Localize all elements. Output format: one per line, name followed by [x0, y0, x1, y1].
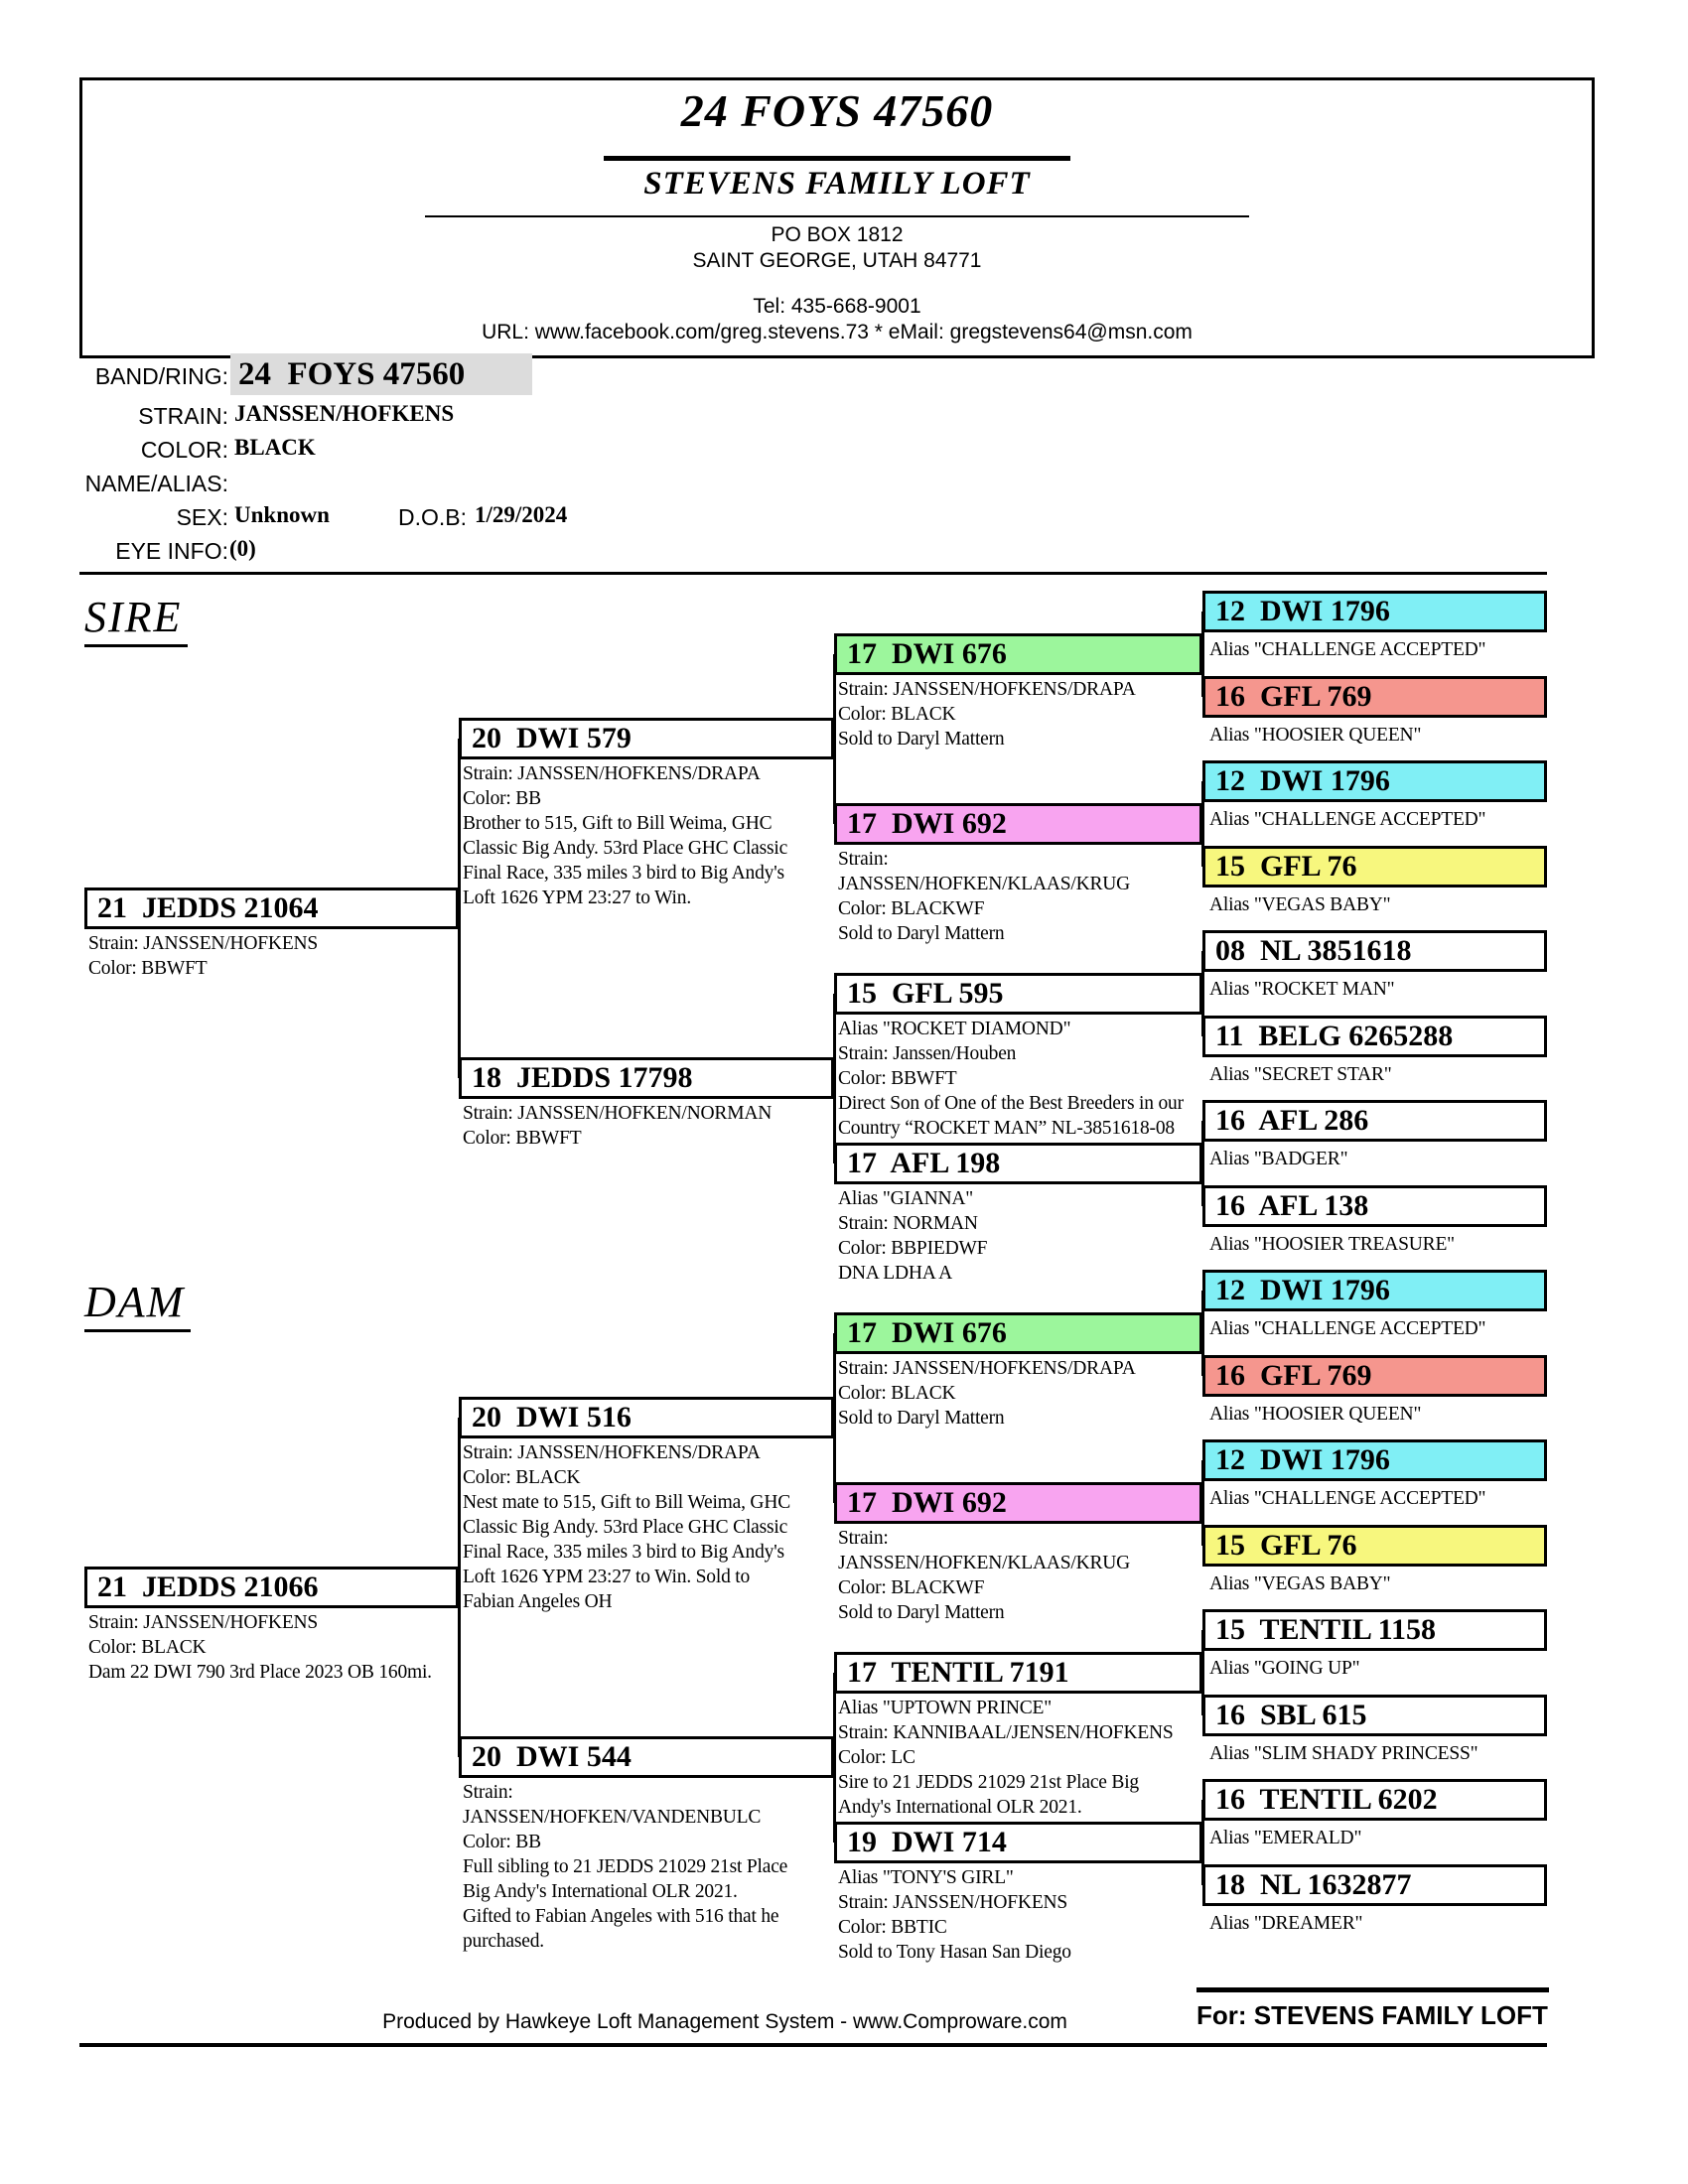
pedigree-node-line: Sold to Tony Hasan San Diego	[838, 1941, 1071, 1963]
pedigree-node-line: Color: BLACKWF	[838, 1576, 985, 1598]
pedigree-node-line: Fabian Angeles OH	[463, 1591, 613, 1613]
pedigree-node-line: JANSSEN/HOFKEN/KLAAS/KRUG	[838, 1552, 1131, 1573]
pedigree-node-line: Gifted to Fabian Angeles with 516 that he	[463, 1906, 779, 1928]
pedigree-node-details	[88, 1610, 432, 1685]
pedigree-node-title: 19 DWI 714	[834, 1822, 1202, 1863]
pedigree-node-line: Strain: JANSSEN/HOFKENS/DRAPA	[463, 763, 761, 785]
title-underline	[604, 156, 1070, 161]
pedigree-node-title: 20 DWI 544	[459, 1736, 834, 1778]
eye-info-label: EYE INFO:	[115, 538, 228, 564]
pedigree-node-line: Color: BBPIEDWF	[838, 1237, 988, 1259]
pedigree-node-line: Classic Big Andy. 53rd Place GHC Classic	[463, 1517, 788, 1539]
pedigree-node-line: Alias "HOOSIER QUEEN"	[1209, 1403, 1422, 1425]
pedigree-node-line: Color: BLACK	[838, 1382, 956, 1404]
pedigree-node-details	[838, 1865, 1071, 1965]
pedigree-node-details	[1209, 1656, 1359, 1681]
telephone: Tel: 435-668-9001	[753, 295, 921, 318]
pedigree-node-line: Sold to Daryl Mattern	[838, 728, 1005, 750]
pedigree-node-title: 20 DWI 516	[459, 1397, 834, 1438]
pedigree-node-line: Dam 22 DWI 790 3rd Place 2023 OB 160mi.	[88, 1662, 432, 1684]
color-value: BLACK	[234, 435, 316, 460]
pedigree-node-title: 15 GFL 76	[1202, 846, 1547, 887]
pedigree-node-line: Strain:	[838, 848, 889, 870]
address-line-2: SAINT GEORGE, UTAH 84771	[692, 249, 982, 272]
pedigree-node-title: 12 DWI 1796	[1202, 591, 1547, 632]
pedigree-node-line: Sire to 21 JEDDS 21029 21st Place Big	[838, 1771, 1139, 1793]
pedigree-node-line: Big Andy's International OLR 2021.	[463, 1881, 738, 1903]
pedigree-node-details	[838, 1186, 987, 1286]
pedigree-node-line: Alias "UPTOWN PRINCE"	[838, 1697, 1053, 1718]
pedigree-node-title: 12 DWI 1796	[1202, 1270, 1547, 1311]
pedigree-node-title: 15 TENTIL 1158	[1202, 1609, 1547, 1651]
pedigree-node-line: Alias "GOING UP"	[1209, 1658, 1360, 1679]
pedigree-node-details	[1209, 1402, 1421, 1427]
pedigree-node-details	[1209, 892, 1390, 917]
pedigree-node-line: Alias "BADGER"	[1209, 1149, 1348, 1169]
header-box	[79, 77, 1595, 358]
pedigree-node-details	[838, 1526, 1130, 1625]
pedigree-node-line: Loft 1626 YPM 23:27 to Win.	[463, 887, 691, 909]
pedigree-node-title: 16 TENTIL 6202	[1202, 1779, 1547, 1821]
pedigree-node-title: 15 GFL 595	[834, 973, 1202, 1015]
header-divider	[425, 215, 1249, 217]
pedigree-node-line: Color: LC	[838, 1746, 915, 1768]
pedigree-node-line: Classic Big Andy. 53rd Place GHC Classic	[463, 838, 788, 860]
pedigree-node-details	[463, 761, 787, 910]
pedigree-node-title: 18 JEDDS 17798	[459, 1057, 834, 1099]
pedigree-node-title: 15 GFL 76	[1202, 1525, 1547, 1567]
pedigree-node-details	[1209, 1486, 1485, 1511]
pedigree-node-line: Strain: JANSSEN/HOFKEN/NORMAN	[463, 1103, 773, 1125]
pedigree-node-line: JANSSEN/HOFKEN/VANDENBULC	[463, 1807, 762, 1829]
pedigree-node-line: Alias "CHALLENGE ACCEPTED"	[1209, 809, 1486, 830]
color-label: COLOR:	[140, 437, 228, 463]
pedigree-node-details	[463, 1440, 790, 1614]
pedigree-node-line: Strain: JANSSEN/HOFKENS/DRAPA	[838, 1357, 1136, 1379]
pedigree-node-title: 16 AFL 286	[1202, 1100, 1547, 1142]
eye-info-value: (0)	[229, 536, 256, 561]
pedigree-node-line: purchased.	[463, 1931, 544, 1953]
pedigree-node-line: Full sibling to 21 JEDDS 21029 21st Place	[463, 1856, 788, 1878]
pedigree-node-title: 16 GFL 769	[1202, 1355, 1547, 1397]
pedigree-node-details	[1209, 1147, 1347, 1171]
pedigree-node-details	[88, 931, 318, 981]
pedigree-node-details	[1209, 723, 1421, 748]
pedigree-node-line: Alias "DREAMER"	[1209, 1912, 1363, 1934]
pedigree-node-title: 08 NL 3851618	[1202, 930, 1547, 972]
pedigree-node-details	[838, 1356, 1136, 1431]
pedigree-node-line: Strain: JANSSEN/HOFKENS	[88, 933, 319, 955]
pedigree-node-line: Country “ROCKET MAN” NL-3851618-08	[838, 1117, 1175, 1139]
pedigree-node-line: Andy's International OLR 2021.	[838, 1796, 1082, 1818]
pedigree-node-details	[1209, 637, 1485, 662]
strain-value: JANSSEN/HOFKENS	[234, 401, 455, 426]
pedigree-node-line: Alias "VEGAS BABY"	[1209, 893, 1391, 915]
pedigree-node-line: Strain: NORMAN	[838, 1212, 978, 1234]
pedigree-node-line: Strain: KANNIBAAL/JENSEN/HOFKENS	[838, 1721, 1174, 1743]
pedigree-node-line: Final Race, 335 miles 3 bird to Big Andy's	[463, 1542, 784, 1564]
pedigree-node-line: Color: BBWFT	[463, 1128, 582, 1150]
pedigree-node-line: Alias "HOOSIER QUEEN"	[1209, 724, 1422, 746]
pedigree-node-line: Color: BB	[463, 1832, 541, 1853]
pedigree-node-line: JANSSEN/HOFKEN/KLAAS/KRUG	[838, 873, 1131, 894]
band-ring-label: BAND/RING:	[94, 363, 228, 389]
pedigree-node-details	[1209, 1316, 1485, 1341]
strain-label: STRAIN:	[138, 403, 228, 429]
pedigree-node-line: Direct Son of One of the Best Breeders in our	[838, 1092, 1184, 1114]
pedigree-node-line: Strain: JANSSEN/HOFKENS	[88, 1612, 319, 1634]
pedigree-node-line: DNA LDHA A	[838, 1262, 953, 1284]
pedigree-node-title: 17 AFL 198	[834, 1143, 1202, 1184]
pedigree-node-line: Strain: JANSSEN/HOFKENS	[838, 1891, 1068, 1913]
pedigree-node-title: 17 DWI 676	[834, 1312, 1202, 1354]
name-alias-label: NAME/ALIAS:	[84, 471, 228, 496]
pedigree-node-details	[1209, 1062, 1392, 1087]
pedigree-node-details	[1209, 977, 1394, 1002]
sex-label: SEX:	[176, 504, 228, 530]
pedigree-node-line: Strain: JANSSEN/HOFKENS/DRAPA	[838, 678, 1136, 700]
pedigree-node-details	[463, 1101, 772, 1151]
pedigree-node-details	[838, 847, 1130, 946]
pedigree-node-line: Alias "CHALLENGE ACCEPTED"	[1209, 1488, 1486, 1509]
pedigree-node-title: 16 AFL 138	[1202, 1185, 1547, 1227]
dam-heading: DAM	[84, 1277, 191, 1332]
dob-value: 1/29/2024	[475, 502, 568, 527]
url-email: URL: www.facebook.com/greg.stevens.73 * eMail: gregstevens64@msn.com	[482, 321, 1193, 343]
pedigree-node-line: Brother to 515, Gift to Bill Weima, GHC	[463, 813, 773, 835]
pedigree-node-line: Color: BLACKWF	[838, 897, 985, 919]
dob-label: D.O.B:	[397, 504, 467, 530]
pedigree-node-line: Alias "SLIM SHADY PRINCESS"	[1209, 1742, 1478, 1764]
page-title: 24 FOYS 47560	[680, 85, 994, 136]
pedigree-node-line: Color: BBTIC	[838, 1916, 947, 1938]
pedigree-node-line: Nest mate to 515, Gift to Bill Weima, GHC	[463, 1492, 791, 1514]
pedigree-node-line: Alias "HOOSIER TREASURE"	[1209, 1233, 1455, 1255]
pedigree-node-line: Alias "CHALLENGE ACCEPTED"	[1209, 639, 1486, 660]
pedigree-node-title: 20 DWI 579	[459, 718, 834, 759]
pedigree-node-details	[838, 1017, 1184, 1141]
pedigree-node-title: 12 DWI 1796	[1202, 760, 1547, 802]
pedigree-node-line: Sold to Daryl Mattern	[838, 922, 1005, 944]
pedigree-node-line: Color: BBWFT	[838, 1067, 957, 1089]
pedigree-node-line: Sold to Daryl Mattern	[838, 1601, 1005, 1623]
address-line-1: PO BOX 1812	[771, 223, 904, 246]
pedigree-node-details	[1209, 807, 1485, 832]
pedigree-node-line: Final Race, 335 miles 3 bird to Big Andy's	[463, 863, 784, 885]
pedigree-node-line: Color: BBWFT	[88, 958, 208, 980]
sex-value: Unknown	[234, 502, 330, 527]
pedigree-node-title: 16 SBL 615	[1202, 1695, 1547, 1736]
pedigree-node-line: Sold to Daryl Mattern	[838, 1407, 1005, 1429]
pedigree-node-title: 17 DWI 692	[834, 1482, 1202, 1524]
pedigree-node-line: Color: BLACK	[88, 1637, 207, 1659]
pedigree-node-title: 17 DWI 676	[834, 633, 1202, 675]
pedigree-node-line: Strain: JANSSEN/HOFKENS/DRAPA	[463, 1442, 761, 1464]
loft-name: STEVENS FAMILY LOFT	[643, 166, 1031, 202]
pedigree-node-title: 18 NL 1632877	[1202, 1864, 1547, 1906]
pedigree-node-details	[1209, 1826, 1361, 1850]
pedigree-node-line: Alias "VEGAS BABY"	[1209, 1572, 1391, 1594]
sire-heading: SIRE	[84, 592, 188, 647]
pedigree-node-title: 12 DWI 1796	[1202, 1439, 1547, 1481]
pedigree-node-details	[1209, 1911, 1362, 1936]
pedigree-node-details	[1209, 1741, 1477, 1766]
pedigree-node-line: Color: BLACK	[463, 1467, 581, 1489]
for-loft-label: For: STEVENS FAMILY LOFT	[1196, 1987, 1549, 2031]
pedigree-node-line: Alias "TONY'S GIRL"	[838, 1866, 1014, 1888]
band-ring-value: 24 FOYS 47560	[230, 353, 532, 395]
pedigree-node-line: Alias "GIANNA"	[838, 1187, 974, 1209]
pedigree-node-title: 21 JEDDS 21064	[84, 887, 459, 929]
pedigree-node-title: 17 TENTIL 7191	[834, 1652, 1202, 1694]
pedigree-node-details	[1209, 1232, 1455, 1257]
pedigree-node-line: Alias "ROCKET MAN"	[1209, 979, 1395, 1000]
pedigree-node-line: Loft 1626 YPM 23:27 to Win. Sold to	[463, 1567, 751, 1588]
pedigree-node-line: Strain:	[463, 1782, 513, 1804]
pedigree-node-details	[838, 677, 1136, 751]
pedigree-node-line: Alias "EMERALD"	[1209, 1828, 1362, 1848]
pedigree-node-title: 11 BELG 6265288	[1202, 1016, 1547, 1057]
bottom-rule	[79, 2043, 1547, 2047]
section-divider-rule	[79, 572, 1547, 575]
pedigree-node-title: 17 DWI 692	[834, 803, 1202, 845]
pedigree-node-line: Strain:	[838, 1527, 889, 1549]
produced-by-text: Produced by Hawkeye Loft Management System - www.Comproware.com	[382, 2010, 1067, 2033]
pedigree-node-details	[1209, 1571, 1390, 1596]
pedigree-node-line: Alias "ROCKET DIAMOND"	[838, 1018, 1071, 1039]
pedigree-node-details	[463, 1780, 787, 1954]
pedigree-node-line: Color: BB	[463, 788, 541, 810]
pedigree-node-line: Alias "SECRET STAR"	[1209, 1063, 1392, 1085]
pedigree-node-line: Color: BLACK	[838, 703, 956, 725]
pedigree-node-details	[838, 1696, 1174, 1820]
pedigree-node-title: 21 JEDDS 21066	[84, 1567, 459, 1608]
pedigree-node-line: Alias "CHALLENGE ACCEPTED"	[1209, 1318, 1486, 1339]
pedigree-node-line: Strain: Janssen/Houben	[838, 1042, 1017, 1064]
pedigree-node-title: 16 GFL 769	[1202, 676, 1547, 718]
